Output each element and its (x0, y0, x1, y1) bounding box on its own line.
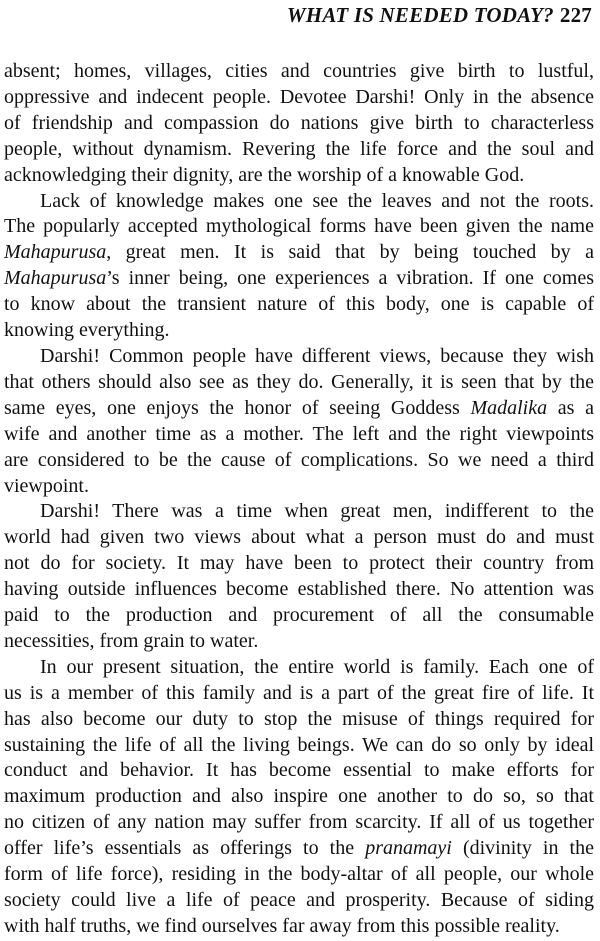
running-header (287, 3, 592, 28)
text-line: with half truths, we find ourselves far away from this possible reality. (4, 914, 560, 937)
text-line: acknowledging their dignity, are the worship of a knowable God. (4, 163, 525, 186)
text-line: oppressive and indecent people. Devotee Darshi! Only in the absence (4, 85, 594, 108)
text-line: viewpoint. (4, 474, 89, 497)
paragraph (4, 655, 594, 940)
paragraph (4, 499, 594, 654)
text-line: knowing everything. (4, 319, 170, 342)
paragraph (4, 344, 594, 499)
text-line: us is a member of this family and is a part of the great fire of life. It (4, 681, 594, 704)
text-line: has also become our duty to stop the misuse of things required for (4, 707, 594, 730)
text-line: maximum production and also inspire one another to do so, so that (4, 785, 594, 808)
text-line: conduct and behavior. It has become essential to make efforts for (4, 759, 594, 782)
text-line: people, without dynamism. Revering the life force and the soul and (4, 137, 594, 160)
text-line: sustaining the life of all the living beings. We can do so only by ideal (4, 733, 594, 756)
paragraph (4, 189, 594, 344)
paragraph (4, 59, 594, 189)
text-line: not do for society. It may have been to protect their country from (4, 552, 594, 575)
text-line: offer life’s essentials as offerings to the pranamayi (divinity in the (4, 837, 594, 860)
text-line: that others should also see as they do. Generally, it is seen that by the (4, 370, 594, 393)
text-line: having outside influences become established there. No attention was (4, 578, 594, 601)
text-line: absent; homes, villages, cities and countries give birth to lustful, (4, 60, 594, 82)
text-line: no citizen of any nation may suffer from scarcity. If all of us together (4, 811, 594, 834)
text-line: form of life force), residing in the body-altar of all people, our whole (4, 863, 594, 886)
text-line: to know about the transient nature of this body, one is capable of (4, 293, 594, 316)
text-line: paid to the production and procurement of all the consumable (4, 604, 594, 627)
text-line: Lack of knowledge makes one see the leaves and not the roots. (40, 189, 594, 212)
text-line: Darshi! There was a time when great men, indifferent to the (40, 500, 594, 523)
text-line: society could live a life of peace and prosperity. Because of siding (4, 889, 594, 911)
text-line: In our present situation, the entire world is family. Each one of (40, 655, 594, 678)
chapter-title: WHAT IS NEEDED TODAY? (286, 3, 554, 27)
text-line: are considered to be the cause of complications. So we need a third (4, 448, 594, 471)
text-line: world had given two views about what a person must do and must (4, 526, 594, 549)
text-line: Mahapurusa, great men. It is said that by being touched by a (4, 241, 594, 264)
text-line: Mahapurusa’s inner being, one experiences a vibration. If one comes (4, 267, 594, 290)
text-line: The popularly accepted mythological forms have been given the name (4, 215, 594, 238)
body-text (4, 59, 594, 940)
text-line: necessities, from grain to water. (4, 629, 259, 652)
text-line: wife and another time as a mother. The left and the right viewpoints (4, 422, 594, 445)
text-line: of friendship and compassion do nations give birth to characterless (4, 111, 594, 134)
text-line: same eyes, one enjoys the honor of seeing Goddess Madalika as a (4, 396, 594, 419)
text-line: Darshi! Common people have different views, because they wish (40, 344, 594, 367)
page-number: 227 (559, 3, 592, 27)
